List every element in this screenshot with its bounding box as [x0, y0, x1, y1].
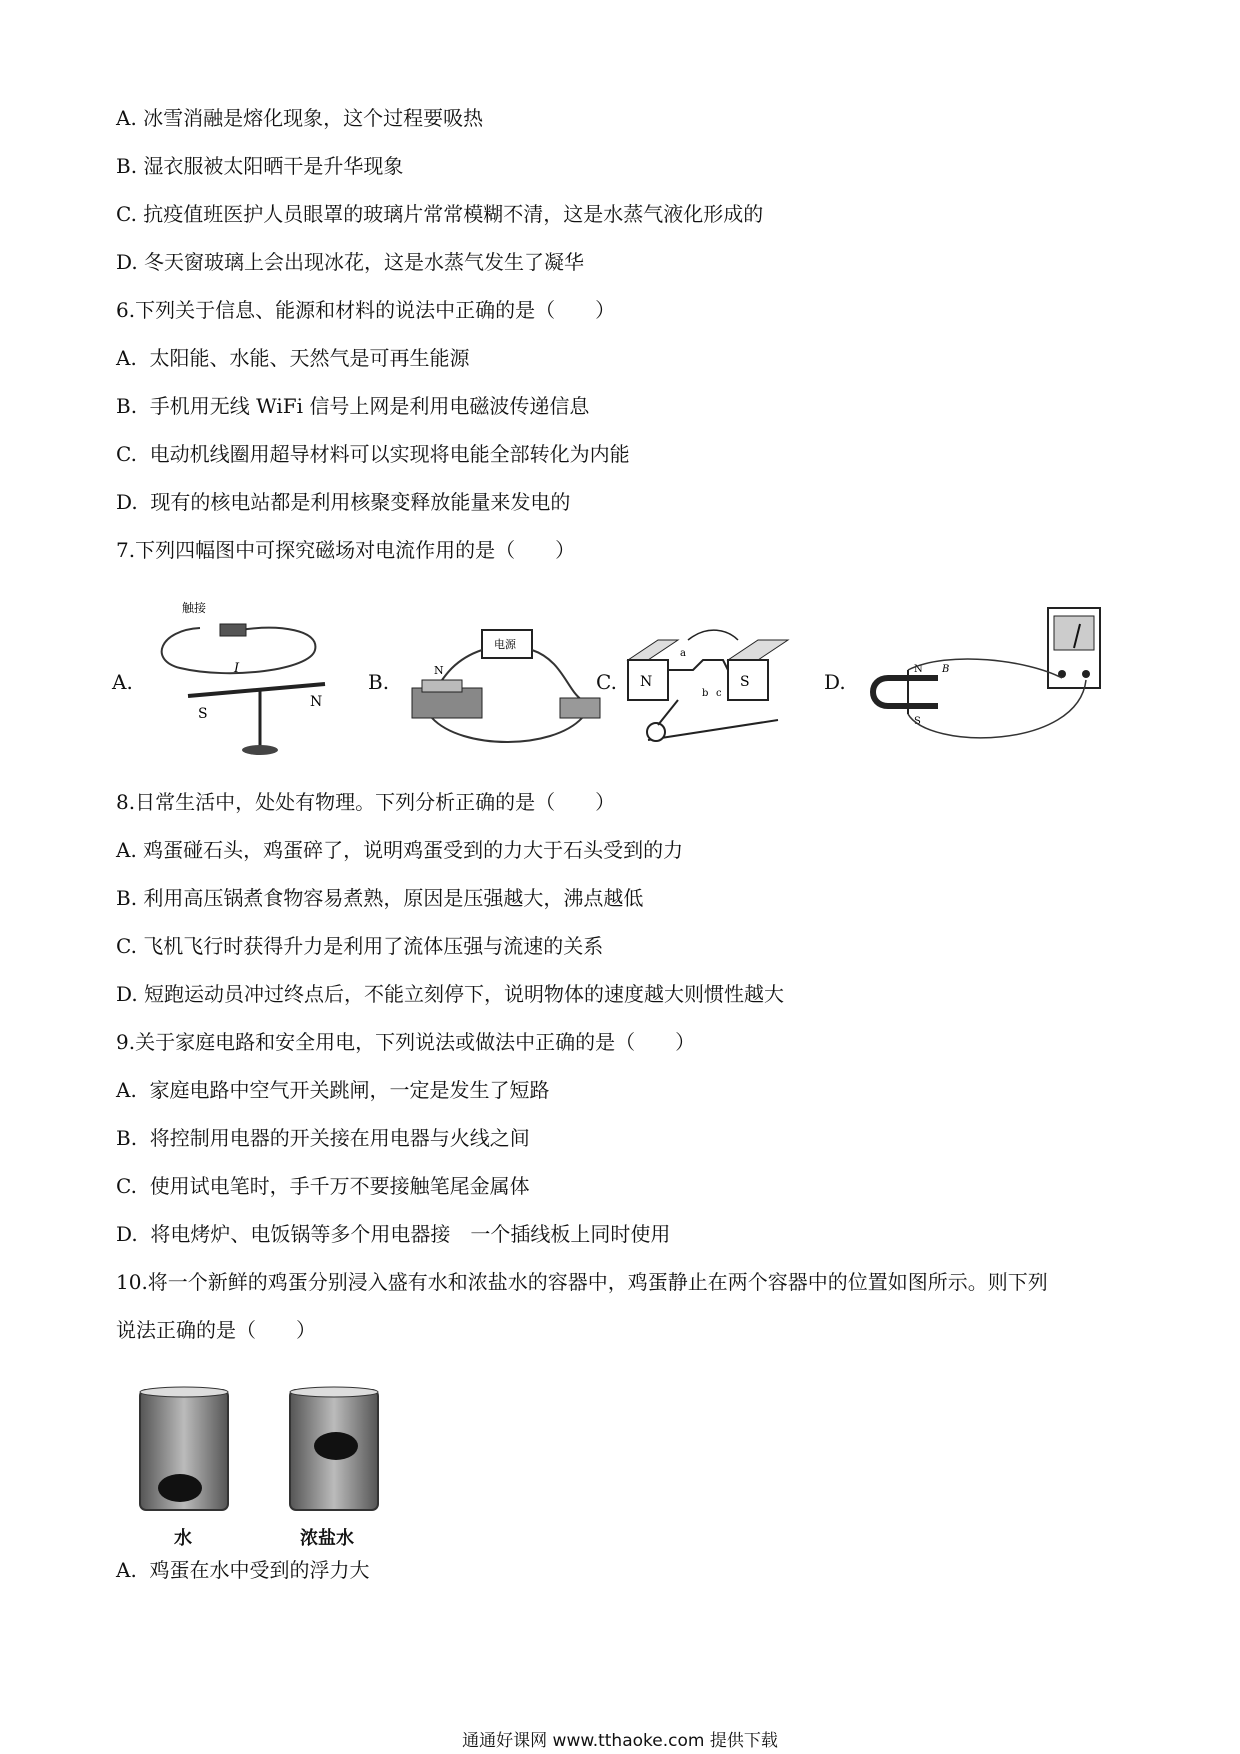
q5-option-a: A. 冰雪消融是熔化现象，这个过程要吸热	[116, 106, 484, 130]
q10-stem-line1: 10.将一个新鲜的鸡蛋分别浸入盛有水和浓盐水的容器中，鸡蛋静止在两个容器中的位置如图所示。则下列	[116, 1270, 1048, 1294]
beaker-water-label: 水	[174, 1528, 192, 1549]
q7-figure-c-generator	[618, 600, 818, 760]
q7-figure-b-motor-setup	[392, 600, 622, 760]
q7-figure-b-n-text: N	[434, 664, 444, 677]
q10-option-a: A. 鸡蛋在水中受到的浮力大	[116, 1558, 370, 1582]
q5-option-d: D. 冬天窗玻璃上会出现冰花，这是水蒸气发生了凝华	[116, 250, 585, 274]
q9-option-a: A. 家庭电路中空气开关跳闸，一定是发生了短路	[116, 1078, 550, 1102]
q6-option-c: C. 电动机线圈用超导材料可以实现将电能全部转化为内能	[116, 442, 630, 466]
q7-figure-c-n-text: N	[640, 674, 653, 690]
egg-bottom	[158, 1474, 202, 1502]
q5-option-c: C. 抗疫值班医护人员眼罩的玻璃片常常模糊不清，这是水蒸气液化形成的	[116, 202, 764, 226]
q8-option-a: A. 鸡蛋碰石头，鸡蛋碎了，说明鸡蛋受到的力大于石头受到的力	[116, 838, 684, 862]
egg-floating	[314, 1432, 358, 1460]
q7-figure-d-ammeter-setup	[848, 600, 1108, 760]
q7-figure-d-s-text: S	[914, 716, 921, 727]
q8-option-d: D. 短跑运动员冲过终点后，不能立刻停下，说明物体的速度越大则惯性越大	[116, 982, 785, 1006]
beaker-water	[134, 1384, 234, 1519]
q7-figure-a-n-text: N	[310, 694, 323, 710]
beaker-brine-label: 浓盐水	[300, 1528, 354, 1549]
q9-option-b: B. 将控制用电器的开关接在用电器与火线之间	[116, 1126, 530, 1150]
footer-watermark: 通通好课网 www.tthaoke.com 提供下载	[462, 1731, 778, 1751]
q5-option-b: B. 湿衣服被太阳晒干是升华现象	[116, 154, 404, 178]
q9-stem: 9.关于家庭电路和安全用电，下列说法或做法中正确的是（ ）	[116, 1030, 696, 1054]
q7-figure-a-touch-text: 触接	[182, 601, 207, 615]
q7-stem: 7.下列四幅图中可探究磁场对电流作用的是（ ）	[116, 538, 576, 562]
q10-beaker-figure	[134, 1384, 404, 1549]
q7-figure-c-b-text: b	[702, 688, 709, 699]
q9-option-d: D. 将电烤炉、电饭锅等多个用电器接 一个插线板上同时使用	[116, 1222, 671, 1246]
q7-figure-b-source-text: 电源	[494, 638, 516, 651]
q8-option-c: C. 飞机飞行时获得升力是利用了流体压强与流速的关系	[116, 934, 604, 958]
q8-stem: 8.日常生活中，处处有物理。下列分析正确的是（ ）	[116, 790, 616, 814]
q7-figure-d-n-text: N	[914, 664, 923, 675]
q7-figure-a-oersted	[140, 600, 360, 760]
q6-option-d: D. 现有的核电站都是利用核聚变释放能量来发电的	[116, 490, 571, 514]
beaker-brine	[284, 1384, 384, 1519]
q7-figure-b-label: B.	[368, 670, 390, 694]
q7-figure-d-label: D.	[824, 670, 846, 694]
q8-option-b: B. 利用高压锅煮食物容易煮熟，原因是压强越大，沸点越低	[116, 886, 644, 910]
q7-figure-a-s-text: S	[198, 706, 208, 722]
q6-option-b: B. 手机用无线 WiFi 信号上网是利用电磁波传递信息	[116, 394, 590, 418]
q7-figure-a-label: A.	[112, 670, 133, 694]
q6-option-a: A. 太阳能、水能、天然气是可再生能源	[116, 346, 470, 370]
q7-figure-c-a-text: a	[680, 648, 686, 659]
q7-figure-c-c-text: c	[716, 688, 722, 699]
q10-stem-line2: 说法正确的是（ ）	[116, 1318, 316, 1342]
q7-figure-c-label: C.	[596, 670, 617, 694]
q7-figure-d-b-text: B	[942, 664, 950, 675]
q7-figure-a-current-text: I	[234, 661, 240, 676]
q6-stem: 6.下列关于信息、能源和材料的说法中正确的是（ ）	[116, 298, 616, 322]
q7-figure-c-s-text: S	[740, 674, 750, 690]
q7-figures	[110, 600, 1120, 760]
q9-option-c: C. 使用试电笔时，手千万不要接触笔尾金属体	[116, 1174, 530, 1198]
